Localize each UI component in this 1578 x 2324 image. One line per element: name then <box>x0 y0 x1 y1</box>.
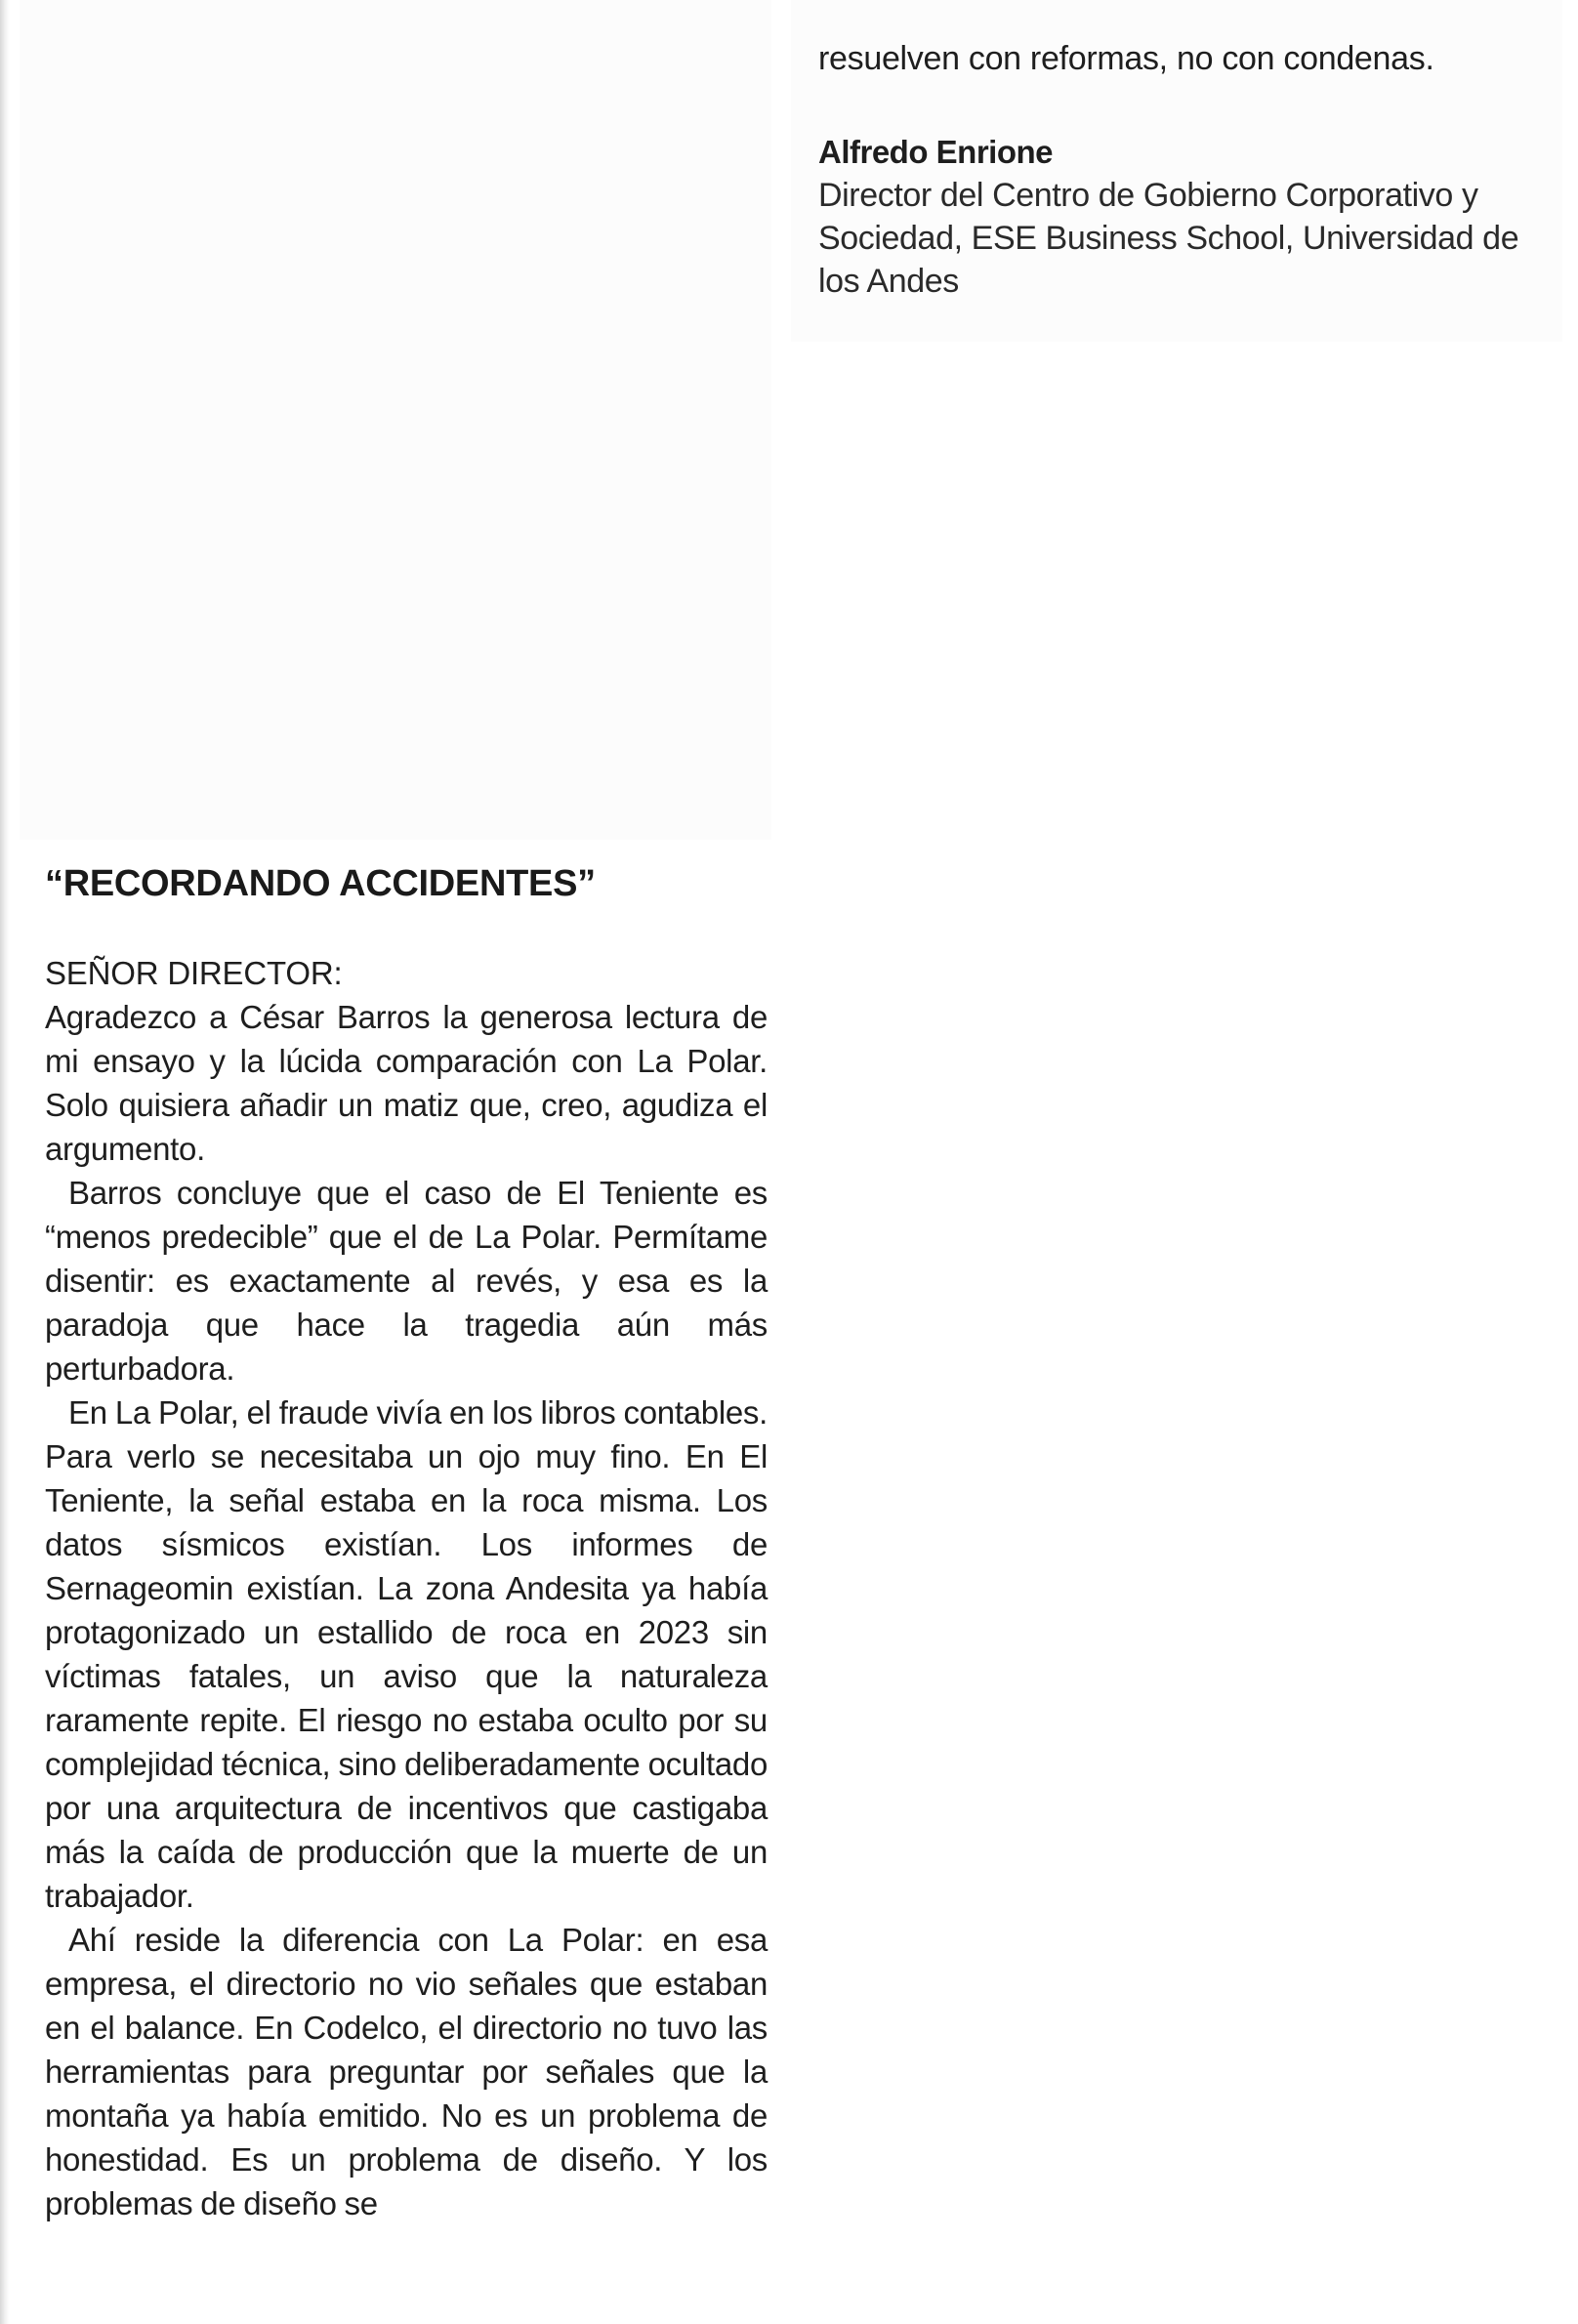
letter-recordando-accidentes <box>45 859 768 2225</box>
letter-paragraph: En La Polar, el fraude vivía en los libros contables. Para verlo se necesitaba un ojo muy fino. En El Teniente, la señal estaba en la roca misma. Los datos sísmicos existían. Los informes de Sernageomin existían. La zona Andesita ya había protagonizado un estallido de roca en 2023 sin víctimas fatales, un aviso que la naturaleza raramente repite. El riesgo no estaba oculto por su complejidad técnica, sino deliberadamente ocultado por una arquitectura de incentivos que castigaba más la caída de producción que la muerte de un trabajador. <box>45 1394 768 1914</box>
letter-salutation: SEÑOR DIRECTOR: <box>45 955 343 991</box>
letter-closing-sentence: resuelven con reformas, no con condenas. <box>818 40 1434 77</box>
previous-letter-ending <box>818 37 1541 303</box>
letter-headline: “RECORDANDO ACCIDENTES” <box>45 863 596 904</box>
page-scan-edge <box>0 0 10 2324</box>
signature-name: Alfredo Enrione <box>818 134 1054 170</box>
signature-title: Director del Centro de Gobierno Corporativo y Sociedad, ESE Business School, Universidad de los Andes <box>818 177 1519 300</box>
letter-paragraph: Barros concluye que el caso de El Teniente es “menos predecible” que el de La Polar. Permítame disentir: es exactamente al revés, y esa es la paradoja que hace la tragedia aún más perturbadora. <box>45 1175 768 1387</box>
letter-paragraph: Agradezco a César Barros la generosa lectura de mi ensayo y la lúcida comparación con La Polar. Solo quisiera añadir un matiz que, creo, agudiza el argumento. <box>45 999 768 1167</box>
blank-column-area <box>20 0 771 840</box>
letter-paragraph: Ahí reside la diferencia con La Polar: en esa empresa, el directorio no vio señales que estaban en el balance. En Codelco, el directorio no tuvo las herramientas para preguntar por señales que la montaña ya había emitido. No es un problema de honestidad. Es un problema de diseño. Y los problemas de diseño se <box>45 1922 768 2221</box>
